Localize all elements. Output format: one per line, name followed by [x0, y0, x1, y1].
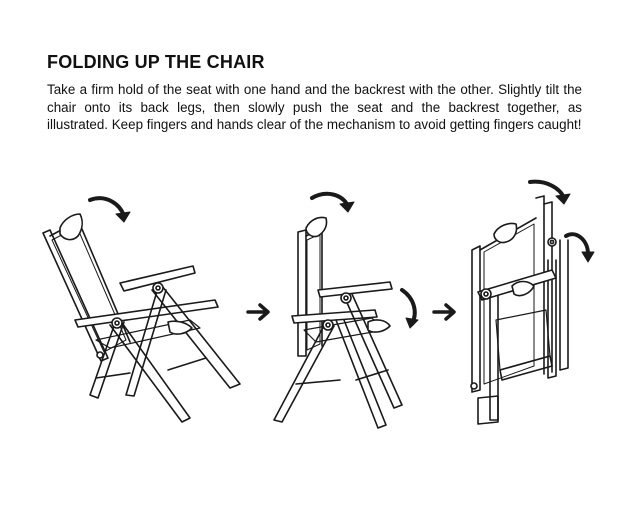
step-arrow-1 — [248, 305, 268, 319]
chair-open-illustration — [43, 198, 240, 422]
section-heading: FOLDING UP THE CHAIR — [47, 52, 265, 72]
chair-half-folded-illustration — [274, 194, 418, 428]
folding-illustration — [0, 170, 635, 470]
chair-folded-illustration — [471, 182, 594, 424]
step-arrow-2 — [434, 305, 454, 319]
instruction-paragraph: Take a firm hold of the seat with one hand and the backrest with the other. Slightly tilt the chair onto its back legs, then slowly push the seat and the backrest together, as illustrated. Keep fingers and hands clear of the mechanism to avoid getting fingers caught! — [47, 82, 582, 132]
